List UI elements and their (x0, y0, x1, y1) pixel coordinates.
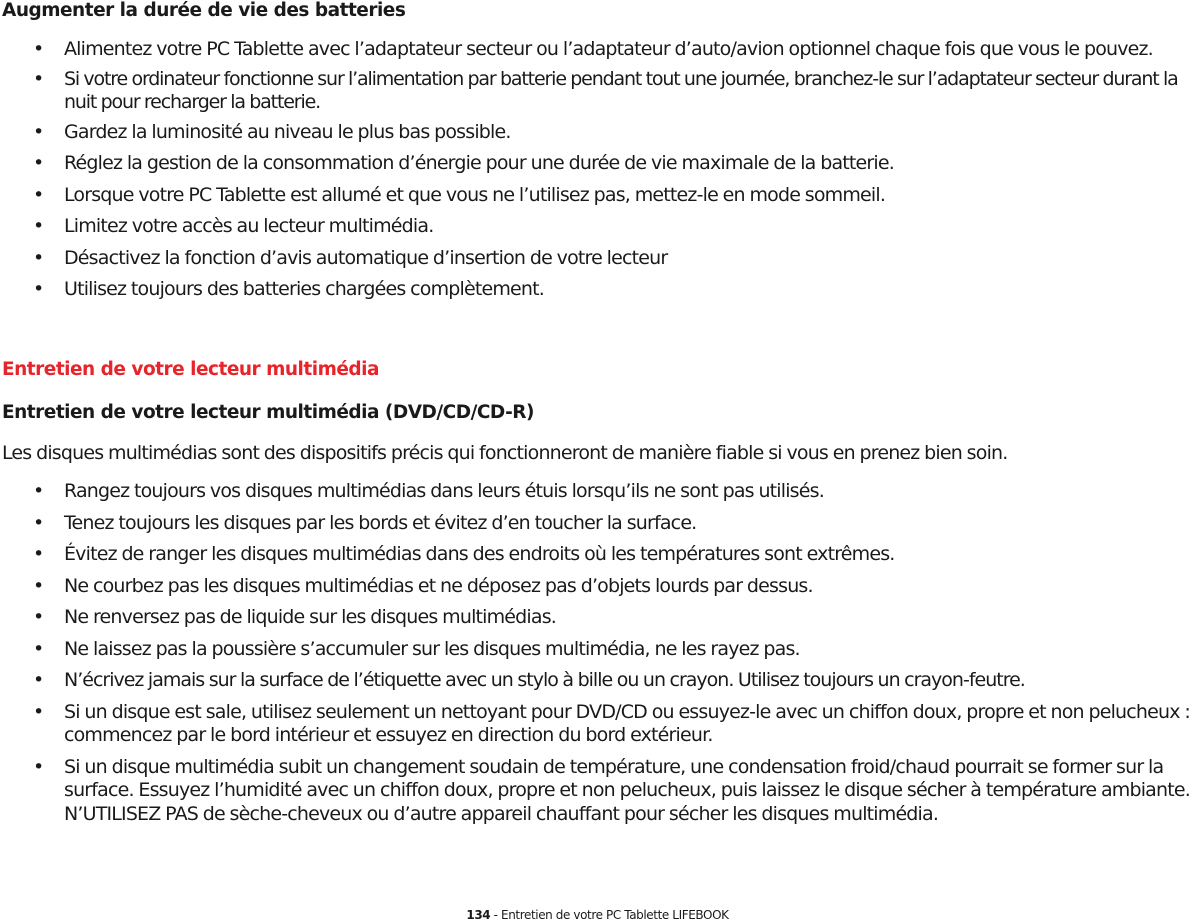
list-item: • Désactivez la fonction d’avis automatique d’insertion de votre lecteur (33, 246, 668, 269)
list-item: • Ne renversez pas de liquide sur les disques multimédias. (33, 606, 556, 628)
bullet-icon: • (33, 700, 44, 723)
media-tips-list (0, 480, 1190, 826)
list-item: • Si votre ordinateur fonctionne sur l’alimentation par batterie pendant tout une journée, branchez-le sur l’adaptateur secteur durant la nuit pour recharger la batterie. (33, 67, 1178, 113)
battery-section-heading: Augmenter la durée de vie des batteries (2, 0, 406, 21)
media-intro-paragraph: Les disques multimédias sont des dispositifs précis qui fonctionneront de manière fiable si vous en prenez bien soin. (2, 442, 1008, 464)
list-item: • Ne courbez pas les disques multimédias et ne déposez pas d’objets lourds par dessus. (33, 574, 813, 597)
bullet-icon: • (33, 278, 44, 300)
media-section-heading: Entretien de votre lecteur multimédia (2, 359, 379, 380)
bullet-icon: • (33, 152, 44, 174)
bullet-icon: • (33, 120, 44, 143)
list-item: • Lorsque votre PC Tablette est allumé et que vous ne l’utilisez pas, mettez-le en mode sommeil. (33, 183, 886, 206)
bullet-icon: • (33, 511, 44, 534)
bullet-icon: • (33, 574, 44, 597)
footer-text: - Entretien de votre PC Tablette LIFEBOOK (490, 908, 729, 922)
list-item: • Rangez toujours vos disques multimédias dans leurs étuis lorsqu’ils ne sont pas utilisés. (33, 480, 824, 502)
bullet-icon: • (33, 38, 44, 60)
bullet-icon: • (33, 543, 44, 565)
list-item: • Tenez toujours les disques par les bords et évitez d’en toucher la surface. (33, 511, 697, 534)
list-item: • Alimentez votre PC Tablette avec l’adaptateur secteur ou l’adaptateur d’auto/avion optionnel chaque fois que vous le pouvez. (33, 38, 1153, 60)
bullet-icon: • (33, 606, 44, 628)
bullet-icon: • (33, 215, 44, 237)
list-item: • Si un disque est sale, utilisez seulement un nettoyant pour DVD/CD ou essuyez-le avec un chiffon doux, propre et non pelucheux : commencez par le bord intérieur et essuyez en direction du bord extérieur. (33, 700, 1190, 746)
list-item: • Si un disque multimédia subit un changement soudain de température, une condensation froid/chaud pourrait se former sur la surface. Essuyez l’humidité avec un chiffon doux, propre et non pelucheux, puis laissez le disque sécher à température ambiante. N’UTILISEZ PAS de sèche-cheveux ou d’autre appareil chauffant pour sécher les disques multimédia. (33, 755, 1190, 825)
list-item: • Limitez votre accès au lecteur multimédia. (33, 215, 434, 237)
bullet-icon: • (33, 669, 44, 691)
bullet-icon: • (33, 637, 44, 660)
bullet-icon: • (33, 480, 44, 502)
bullet-icon: • (33, 183, 44, 206)
battery-tips-list (0, 38, 1190, 302)
page-footer (0, 908, 1195, 922)
page-number: 134 (466, 908, 491, 922)
media-subsection-heading: Entretien de votre lecteur multimédia (DVD/CD/CD-R) (2, 402, 534, 423)
list-item: • Utilisez toujours des batteries chargées complètement. (33, 278, 544, 300)
list-item: • Gardez la luminosité au niveau le plus bas possible. (33, 120, 511, 143)
bullet-icon: • (33, 246, 44, 269)
bullet-icon: • (33, 755, 44, 778)
list-item: • Évitez de ranger les disques multimédias dans des endroits où les températures sont extrêmes. (33, 543, 895, 565)
list-item: • N’écrivez jamais sur la surface de l’étiquette avec un stylo à bille ou un crayon. Utilisez toujours un crayon-feutre. (33, 669, 1025, 691)
list-item: • Ne laissez pas la poussière s’accumuler sur les disques multimédia, ne les rayez pas. (33, 637, 800, 660)
bullet-icon: • (33, 67, 44, 90)
list-item: • Réglez la gestion de la consommation d’énergie pour une durée de vie maximale de la batterie. (33, 152, 894, 174)
